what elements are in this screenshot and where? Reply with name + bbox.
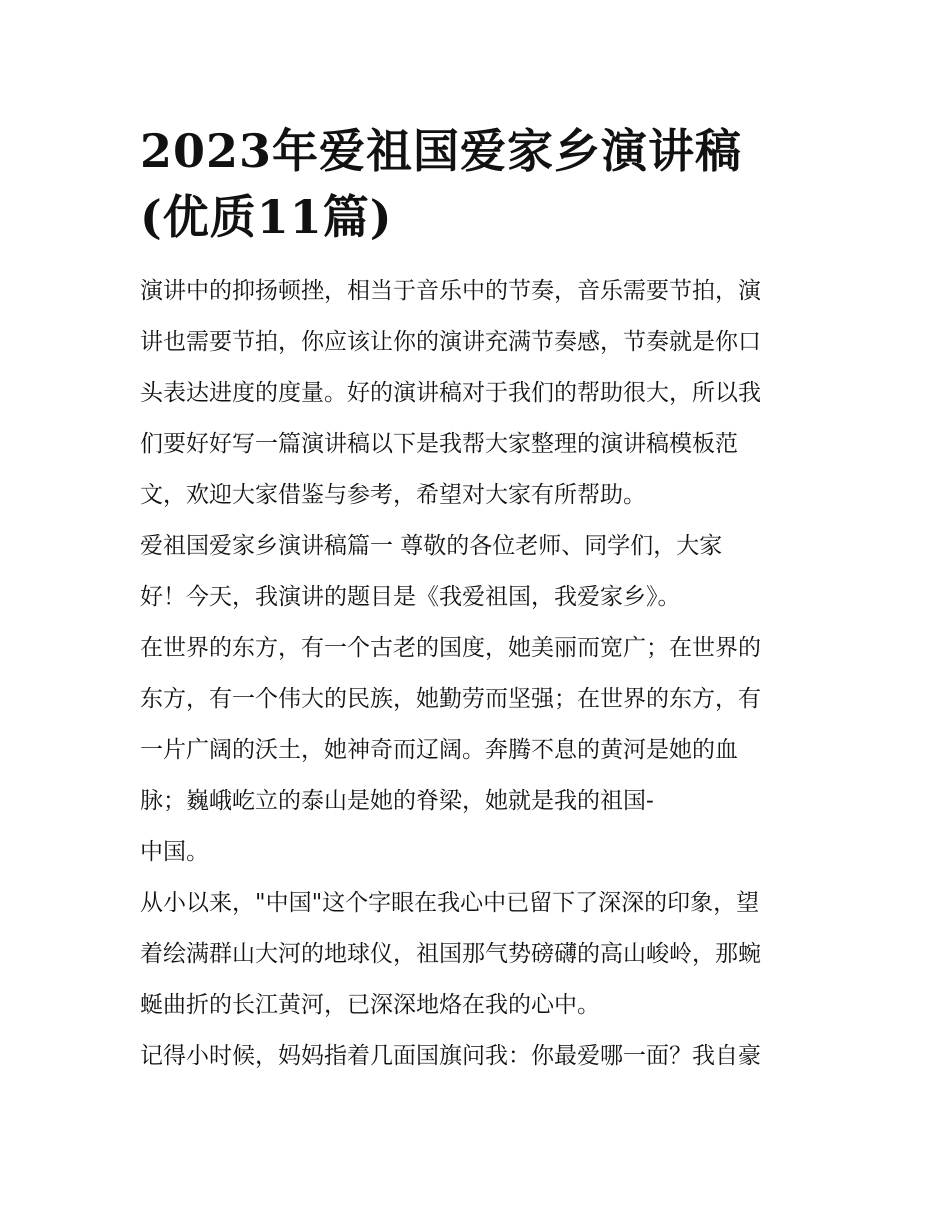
text-line: 中国。 [140, 839, 209, 865]
paragraph-intro [140, 266, 820, 521]
text-line: 从小以来，"中国"这个字眼在我心中已留下了深深的印象，望 [140, 890, 760, 916]
text-line: 好！今天，我演讲的题目是《我爱祖国，我爱家乡》。 [140, 584, 681, 610]
text-line: 一片广阔的沃土，她神奇而辽阔。奔腾不息的黄河是她的血 [140, 737, 738, 763]
paragraph-greeting [140, 521, 820, 623]
paragraph-memory [140, 1031, 820, 1082]
text-line: 爱祖国爱家乡演讲稿篇一 尊敬的各位老师、同学们，大家 [140, 533, 723, 559]
text-line: 们要好好写一篇演讲稿以下是我帮大家整理的演讲稿模板范 [140, 431, 738, 457]
document-body [140, 266, 820, 1082]
title-line-2: (优质11篇) [140, 190, 393, 244]
text-line: 文，欢迎大家借鉴与参考，希望对大家有所帮助。 [140, 482, 646, 508]
text-line: 在世界的东方，有一个古老的国度，她美丽而宽广；在世界的 [140, 635, 761, 661]
text-line: 东方，有一个伟大的民族，她勤劳而坚强；在世界的东方，有 [140, 686, 761, 712]
text-line: 着绘满群山大河的地球仪，祖国那气势磅礴的高山峻岭，那蜿 [140, 941, 761, 967]
document-page [140, 118, 820, 1082]
text-line: 脉；巍峨屹立的泰山是她的脊梁，她就是我的祖国- [140, 788, 654, 814]
document-title [140, 118, 820, 250]
paragraph-east [140, 623, 820, 878]
text-line: 蜒曲折的长江黄河，已深深地烙在我的心中。 [140, 992, 600, 1018]
text-line: 演讲中的抑扬顿挫，相当于音乐中的节奏，音乐需要节拍，演 [140, 278, 761, 304]
text-line: 记得小时候，妈妈指着几面国旗问我：你最爱哪一面？我自豪 [140, 1043, 761, 1069]
paragraph-childhood [140, 878, 820, 1031]
text-line: 头表达进度的度量。好的演讲稿对于我们的帮助很大，所以我 [140, 380, 761, 406]
title-line-1: 2023年爱祖国爱家乡演讲稿 [140, 124, 743, 178]
text-line: 讲也需要节拍，你应该让你的演讲充满节奏感，节奏就是你口 [140, 329, 761, 355]
